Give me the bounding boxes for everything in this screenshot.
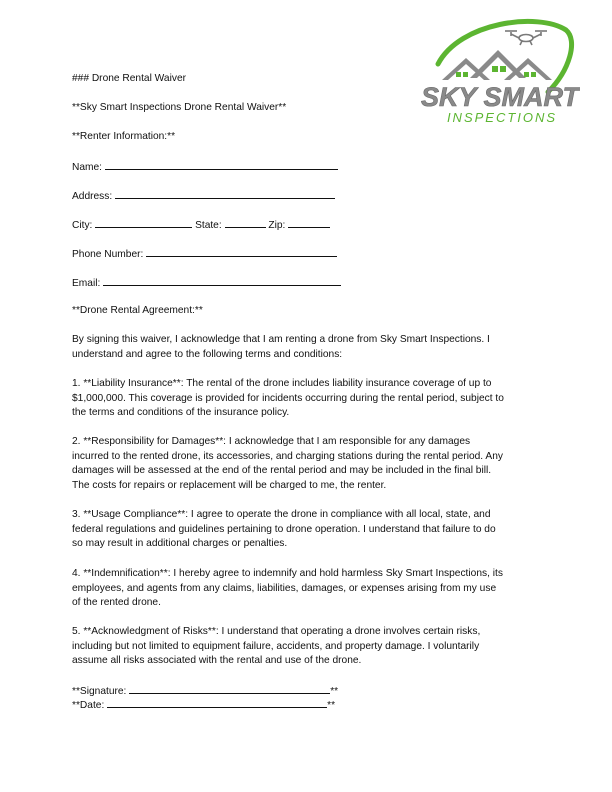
date-row [72,697,335,714]
sky-smart-logo [420,18,580,130]
term-line: assume all risks associated with the rental and use of the drone. [72,655,362,667]
agreement-heading: **Drone Rental Agreement:** [72,305,203,316]
city-label: City: [72,220,93,231]
address-field[interactable] [115,188,335,199]
term-line: of the rented drone. [72,597,161,609]
term-indemnification [72,567,542,611]
houses-icon [442,50,552,80]
intro-line: By signing this waiver, I acknowledge that I am renting a drone from Sky Smart Inspections. I [72,334,490,345]
renter-info-heading: **Renter Information:** [72,131,176,142]
term-line: federal regulations and guidelines pertaining to drone operation. I understand that failure to do [72,523,496,535]
state-field[interactable] [225,217,266,228]
name-label: Name: [72,162,103,173]
intro-line: understand and agree to the following terms and conditions: [72,348,343,360]
signature-field[interactable] [129,683,330,694]
document-title: **Sky Smart Inspections Drone Rental Waiver** [72,102,287,113]
city-state-zip-row [72,217,330,234]
term-line: 2. **Responsibility for Damages**: I acknowledge that I am responsible for any damages [72,436,471,447]
term-line: 3. **Usage Compliance**: I agree to operate the drone in compliance with all local, state, and [72,509,491,520]
date-label: **Date: [72,700,105,711]
email-label: Email: [72,278,101,289]
address-label: Address: [72,191,113,202]
address-row [72,188,335,205]
logo-text-sub: INSPECTIONS [446,110,558,125]
date-end: ** [327,700,336,711]
term-usage-compliance [72,508,542,552]
phone-row [72,246,337,263]
term-line: the terms and conditions of the insurance policy. [72,407,290,419]
name-field[interactable] [105,159,338,170]
term-line: damages will be assessed at the end of the rental period and may be included in the final bill. [72,465,492,477]
phone-label: Phone Number: [72,249,144,260]
term-liability-insurance [72,377,542,421]
city-field[interactable] [95,217,192,228]
signature-end: ** [330,686,339,697]
signature-label: **Signature: [72,686,127,697]
logo-text-main: SKY SMART [420,82,580,112]
term-line: $1,000,000. This coverage is provided for incidents occurring during the rental period, subject to [72,392,504,404]
drone-icon [505,31,547,45]
state-label: State: [195,220,222,231]
email-field[interactable] [103,275,341,286]
term-line: incurred to the rented drone, its accessories, and charging stations during the rental period. Any [72,450,503,462]
term-line: 4. **Indemnification**: I hereby agree to indemnify and hold harmless Sky Smart Inspections, its [72,568,503,579]
zip-label: Zip: [268,220,286,231]
email-row [72,275,341,292]
agreement-intro [72,333,542,362]
term-line: so may result in additional charges or penalties. [72,538,288,550]
term-line: 5. **Acknowledgment of Risks**: I understand that operating a drone involves certain risks, [72,626,481,637]
document-heading: ### Drone Rental Waiver [72,73,187,84]
term-line: The costs for repairs or replacement will be charged to me, the renter. [72,479,387,491]
date-field[interactable] [107,697,327,708]
phone-field[interactable] [146,246,337,257]
zip-field[interactable] [288,217,330,228]
term-line: 1. **Liability Insurance**: The rental of the drone includes liability insurance coverage of up to [72,378,492,389]
term-line: employees, and agents from any claims, liabilities, damages, or expenses arising from my use [72,582,497,594]
term-line: including but not limited to equipment failure, accidents, and property damage. I voluntarily [72,640,480,652]
term-responsibility-for-damages [72,435,542,493]
term-acknowledgment-of-risks [72,625,542,669]
name-row [72,159,338,176]
